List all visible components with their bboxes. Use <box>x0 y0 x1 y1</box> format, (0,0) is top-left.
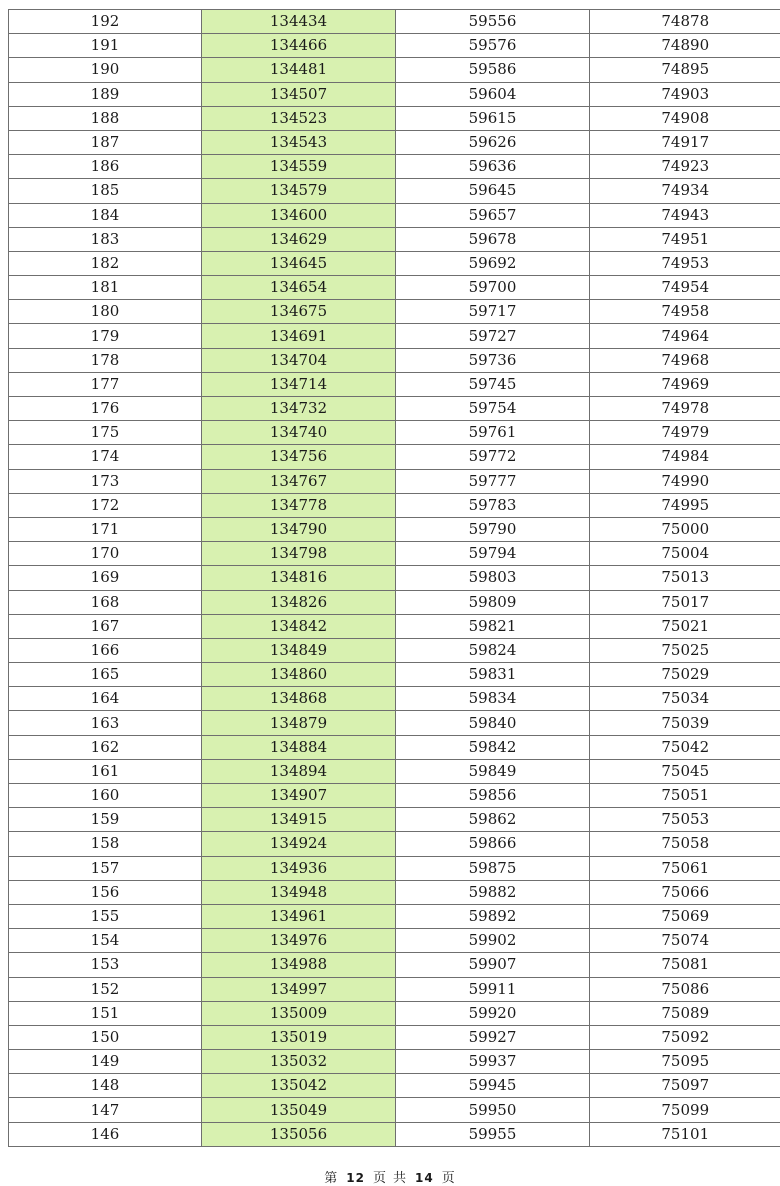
table-row <box>9 663 780 687</box>
table-row <box>9 372 780 396</box>
score-cell: 135019 <box>202 1025 396 1049</box>
table-row <box>9 324 780 348</box>
rank-cell: 147 <box>9 1098 202 1122</box>
rank-cell: 190 <box>9 58 202 82</box>
rank-cell: 159 <box>9 808 202 832</box>
total-cell: 75099 <box>590 1098 780 1122</box>
count-cell: 59842 <box>396 735 590 759</box>
count-cell: 59840 <box>396 711 590 735</box>
page-footer <box>0 1167 780 1186</box>
score-cell: 134988 <box>202 953 396 977</box>
table-row <box>9 445 780 469</box>
count-cell: 59927 <box>396 1025 590 1049</box>
count-cell: 59875 <box>396 856 590 880</box>
total-cell: 74990 <box>590 469 780 493</box>
count-cell: 59727 <box>396 324 590 348</box>
score-cell: 134849 <box>202 638 396 662</box>
score-cell: 134600 <box>202 203 396 227</box>
score-cell: 134790 <box>202 517 396 541</box>
total-cell: 75045 <box>590 759 780 783</box>
score-cell: 135042 <box>202 1074 396 1098</box>
count-cell: 59902 <box>396 929 590 953</box>
rank-cell: 163 <box>9 711 202 735</box>
rank-cell: 176 <box>9 397 202 421</box>
count-cell: 59657 <box>396 203 590 227</box>
score-cell: 134842 <box>202 614 396 638</box>
score-cell: 134778 <box>202 493 396 517</box>
rank-cell: 157 <box>9 856 202 880</box>
table-row <box>9 856 780 880</box>
total-cell: 75000 <box>590 517 780 541</box>
total-cell: 75004 <box>590 542 780 566</box>
total-cell: 74964 <box>590 324 780 348</box>
rank-cell: 188 <box>9 106 202 130</box>
count-cell: 59911 <box>396 977 590 1001</box>
table-row <box>9 276 780 300</box>
total-cell: 74890 <box>590 34 780 58</box>
total-cell: 74908 <box>590 106 780 130</box>
count-cell: 59862 <box>396 808 590 832</box>
table-row <box>9 590 780 614</box>
count-cell: 59866 <box>396 832 590 856</box>
total-cell: 74951 <box>590 227 780 251</box>
rank-cell: 183 <box>9 227 202 251</box>
table-row <box>9 155 780 179</box>
rank-cell: 148 <box>9 1074 202 1098</box>
table-row <box>9 832 780 856</box>
total-cell: 75029 <box>590 663 780 687</box>
score-cell: 134868 <box>202 687 396 711</box>
table-row <box>9 1074 780 1098</box>
table-row <box>9 179 780 203</box>
total-cell: 74995 <box>590 493 780 517</box>
score-cell: 134559 <box>202 155 396 179</box>
total-cell: 75101 <box>590 1122 780 1146</box>
rank-cell: 191 <box>9 34 202 58</box>
count-cell: 59777 <box>396 469 590 493</box>
table-row <box>9 82 780 106</box>
table-row <box>9 808 780 832</box>
total-cell: 75069 <box>590 904 780 928</box>
count-cell: 59586 <box>396 58 590 82</box>
total-cell: 74978 <box>590 397 780 421</box>
table-row <box>9 880 780 904</box>
score-cell: 134714 <box>202 372 396 396</box>
score-cell: 134654 <box>202 276 396 300</box>
table-row <box>9 735 780 759</box>
count-cell: 59907 <box>396 953 590 977</box>
table-row <box>9 929 780 953</box>
total-cell: 75086 <box>590 977 780 1001</box>
score-cell: 134629 <box>202 227 396 251</box>
table-row <box>9 759 780 783</box>
footer-total-word: 共 <box>390 1171 410 1186</box>
score-cell: 135056 <box>202 1122 396 1146</box>
total-cell: 75081 <box>590 953 780 977</box>
score-cell: 134645 <box>202 251 396 275</box>
total-cell: 75092 <box>590 1025 780 1049</box>
rank-cell: 166 <box>9 638 202 662</box>
score-cell: 134915 <box>202 808 396 832</box>
footer-page-word: 页 <box>370 1171 390 1186</box>
rank-cell: 175 <box>9 421 202 445</box>
total-page-number: 14 <box>410 1171 439 1185</box>
score-cell: 134936 <box>202 856 396 880</box>
rank-cell: 171 <box>9 517 202 541</box>
rank-cell: 149 <box>9 1050 202 1074</box>
count-cell: 59604 <box>396 82 590 106</box>
rank-cell: 182 <box>9 251 202 275</box>
total-cell: 75095 <box>590 1050 780 1074</box>
score-cell: 134767 <box>202 469 396 493</box>
total-cell: 74934 <box>590 179 780 203</box>
score-cell: 134976 <box>202 929 396 953</box>
score-cell: 134879 <box>202 711 396 735</box>
rank-cell: 169 <box>9 566 202 590</box>
rank-cell: 185 <box>9 179 202 203</box>
table-row <box>9 784 780 808</box>
rank-cell: 187 <box>9 130 202 154</box>
table-row <box>9 130 780 154</box>
count-cell: 59790 <box>396 517 590 541</box>
count-cell: 59678 <box>396 227 590 251</box>
table-row <box>9 58 780 82</box>
total-cell: 74969 <box>590 372 780 396</box>
score-cell: 134434 <box>202 10 396 34</box>
rank-cell: 153 <box>9 953 202 977</box>
total-cell: 74878 <box>590 10 780 34</box>
total-cell: 75017 <box>590 590 780 614</box>
score-cell: 134997 <box>202 977 396 1001</box>
table-row <box>9 1050 780 1074</box>
table-row <box>9 251 780 275</box>
score-cell: 134543 <box>202 130 396 154</box>
table-row <box>9 566 780 590</box>
table-row <box>9 953 780 977</box>
total-cell: 75025 <box>590 638 780 662</box>
rank-cell: 179 <box>9 324 202 348</box>
rank-cell: 155 <box>9 904 202 928</box>
rank-cell: 189 <box>9 82 202 106</box>
count-cell: 59772 <box>396 445 590 469</box>
count-cell: 59809 <box>396 590 590 614</box>
rank-table <box>8 9 780 1147</box>
table-row <box>9 711 780 735</box>
table-row <box>9 469 780 493</box>
table-row <box>9 10 780 34</box>
count-cell: 59849 <box>396 759 590 783</box>
rank-cell: 192 <box>9 10 202 34</box>
score-cell: 134860 <box>202 663 396 687</box>
rank-cell: 150 <box>9 1025 202 1049</box>
rank-cell: 172 <box>9 493 202 517</box>
table-body <box>9 10 780 1147</box>
total-cell: 74954 <box>590 276 780 300</box>
total-cell: 75061 <box>590 856 780 880</box>
rank-cell: 158 <box>9 832 202 856</box>
table-row <box>9 1122 780 1146</box>
total-cell: 74958 <box>590 300 780 324</box>
score-cell: 134924 <box>202 832 396 856</box>
rank-cell: 173 <box>9 469 202 493</box>
score-cell: 134894 <box>202 759 396 783</box>
rank-cell: 161 <box>9 759 202 783</box>
total-cell: 74903 <box>590 82 780 106</box>
count-cell: 59700 <box>396 276 590 300</box>
count-cell: 59955 <box>396 1122 590 1146</box>
count-cell: 59754 <box>396 397 590 421</box>
rank-cell: 151 <box>9 1001 202 1025</box>
count-cell: 59717 <box>396 300 590 324</box>
rank-cell: 170 <box>9 542 202 566</box>
table-row <box>9 348 780 372</box>
score-cell: 134740 <box>202 421 396 445</box>
rank-cell: 154 <box>9 929 202 953</box>
rank-cell: 180 <box>9 300 202 324</box>
rank-cell: 146 <box>9 1122 202 1146</box>
count-cell: 59950 <box>396 1098 590 1122</box>
table-row <box>9 1098 780 1122</box>
total-cell: 74953 <box>590 251 780 275</box>
total-cell: 75034 <box>590 687 780 711</box>
count-cell: 59626 <box>396 130 590 154</box>
table-row <box>9 227 780 251</box>
rank-cell: 168 <box>9 590 202 614</box>
score-cell: 135049 <box>202 1098 396 1122</box>
count-cell: 59824 <box>396 638 590 662</box>
count-cell: 59831 <box>396 663 590 687</box>
count-cell: 59736 <box>396 348 590 372</box>
count-cell: 59821 <box>396 614 590 638</box>
count-cell: 59945 <box>396 1074 590 1098</box>
total-cell: 75074 <box>590 929 780 953</box>
score-cell: 134826 <box>202 590 396 614</box>
total-cell: 74968 <box>590 348 780 372</box>
score-cell: 134481 <box>202 58 396 82</box>
total-cell: 75021 <box>590 614 780 638</box>
total-cell: 74984 <box>590 445 780 469</box>
score-cell: 134948 <box>202 880 396 904</box>
current-page-number: 12 <box>341 1171 370 1185</box>
total-cell: 74917 <box>590 130 780 154</box>
rank-cell: 178 <box>9 348 202 372</box>
count-cell: 59636 <box>396 155 590 179</box>
table-row <box>9 542 780 566</box>
count-cell: 59803 <box>396 566 590 590</box>
table-row <box>9 397 780 421</box>
score-cell: 134907 <box>202 784 396 808</box>
footer-prefix: 第 <box>321 1171 341 1186</box>
count-cell: 59556 <box>396 10 590 34</box>
score-cell: 134579 <box>202 179 396 203</box>
total-cell: 75097 <box>590 1074 780 1098</box>
table-row <box>9 904 780 928</box>
total-cell: 74943 <box>590 203 780 227</box>
count-cell: 59920 <box>396 1001 590 1025</box>
score-cell: 134704 <box>202 348 396 372</box>
count-cell: 59615 <box>396 106 590 130</box>
total-cell: 75042 <box>590 735 780 759</box>
table-row <box>9 517 780 541</box>
table-row <box>9 1001 780 1025</box>
rank-cell: 167 <box>9 614 202 638</box>
table-row <box>9 34 780 58</box>
rank-cell: 156 <box>9 880 202 904</box>
score-cell: 135009 <box>202 1001 396 1025</box>
total-cell: 75051 <box>590 784 780 808</box>
rank-cell: 181 <box>9 276 202 300</box>
total-cell: 75053 <box>590 808 780 832</box>
score-cell: 134798 <box>202 542 396 566</box>
total-cell: 75058 <box>590 832 780 856</box>
score-cell: 134523 <box>202 106 396 130</box>
table-row <box>9 638 780 662</box>
table-row <box>9 1025 780 1049</box>
total-cell: 75039 <box>590 711 780 735</box>
table-row <box>9 687 780 711</box>
score-cell: 134691 <box>202 324 396 348</box>
score-cell: 134816 <box>202 566 396 590</box>
rank-cell: 164 <box>9 687 202 711</box>
total-cell: 75089 <box>590 1001 780 1025</box>
count-cell: 59834 <box>396 687 590 711</box>
score-cell: 134756 <box>202 445 396 469</box>
count-cell: 59692 <box>396 251 590 275</box>
score-cell: 134507 <box>202 82 396 106</box>
total-cell: 74923 <box>590 155 780 179</box>
rank-cell: 160 <box>9 784 202 808</box>
rank-cell: 152 <box>9 977 202 1001</box>
table-row <box>9 614 780 638</box>
total-cell: 75066 <box>590 880 780 904</box>
footer-suffix: 页 <box>439 1171 459 1186</box>
score-cell: 135032 <box>202 1050 396 1074</box>
rank-cell: 174 <box>9 445 202 469</box>
score-cell: 134732 <box>202 397 396 421</box>
count-cell: 59783 <box>396 493 590 517</box>
table-row <box>9 106 780 130</box>
score-cell: 134675 <box>202 300 396 324</box>
rank-cell: 177 <box>9 372 202 396</box>
count-cell: 59794 <box>396 542 590 566</box>
rank-cell: 184 <box>9 203 202 227</box>
count-cell: 59937 <box>396 1050 590 1074</box>
total-cell: 75013 <box>590 566 780 590</box>
table-row <box>9 203 780 227</box>
count-cell: 59892 <box>396 904 590 928</box>
total-cell: 74895 <box>590 58 780 82</box>
count-cell: 59576 <box>396 34 590 58</box>
rank-cell: 165 <box>9 663 202 687</box>
table-row <box>9 493 780 517</box>
rank-cell: 162 <box>9 735 202 759</box>
count-cell: 59645 <box>396 179 590 203</box>
score-cell: 134884 <box>202 735 396 759</box>
table-row <box>9 977 780 1001</box>
count-cell: 59761 <box>396 421 590 445</box>
table-row <box>9 421 780 445</box>
count-cell: 59882 <box>396 880 590 904</box>
rank-cell: 186 <box>9 155 202 179</box>
score-cell: 134961 <box>202 904 396 928</box>
count-cell: 59745 <box>396 372 590 396</box>
count-cell: 59856 <box>396 784 590 808</box>
table-row <box>9 300 780 324</box>
score-cell: 134466 <box>202 34 396 58</box>
total-cell: 74979 <box>590 421 780 445</box>
